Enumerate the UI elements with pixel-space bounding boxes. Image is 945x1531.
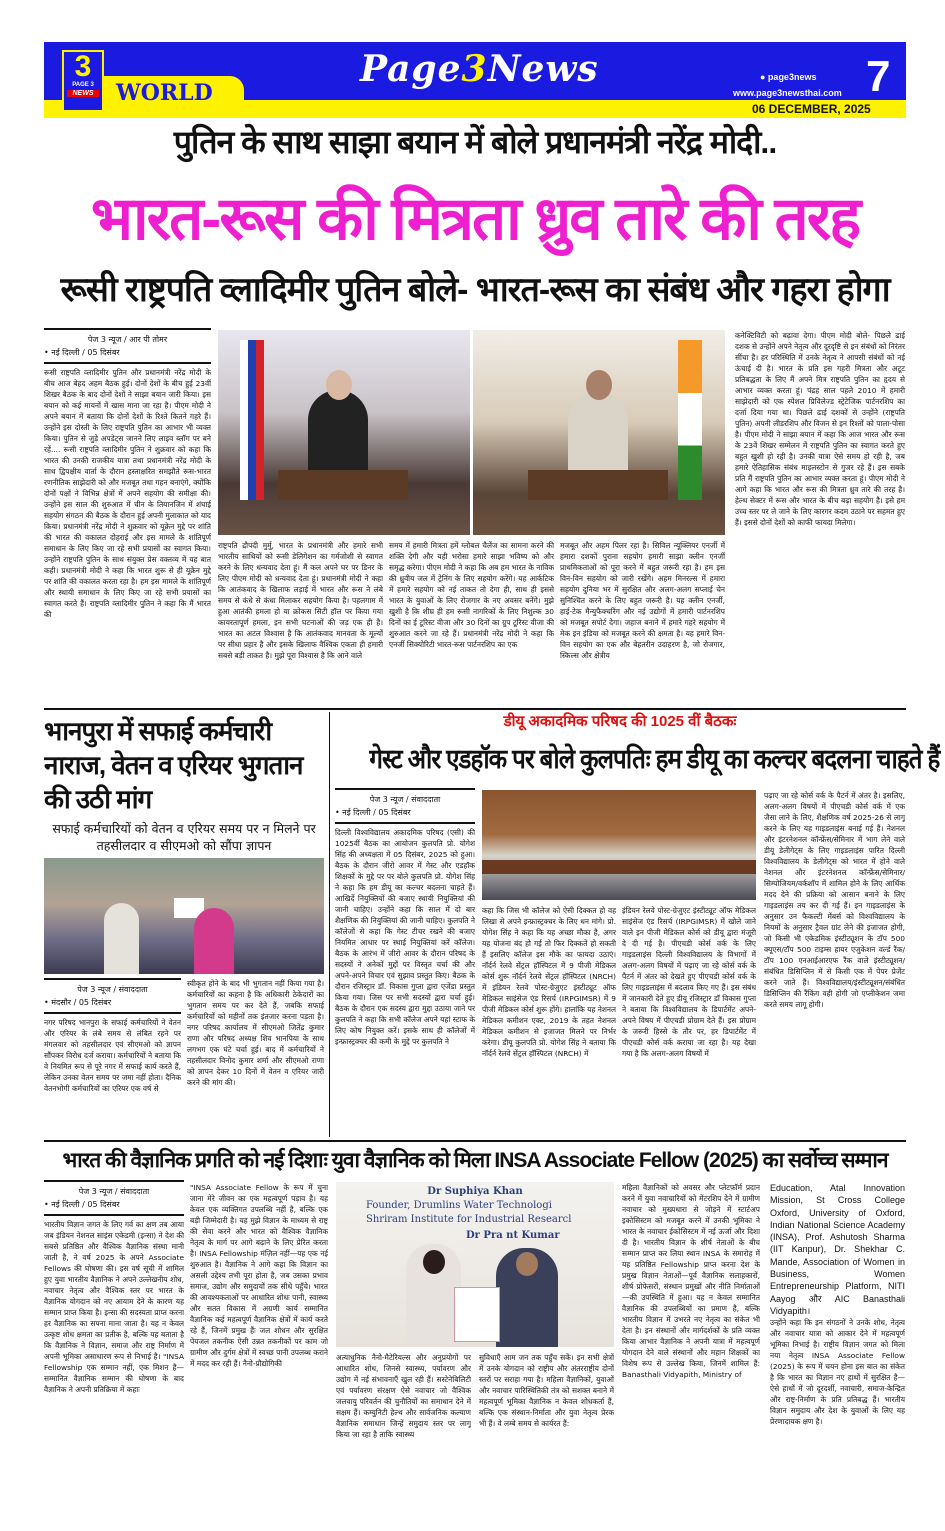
article-text: रूसी राष्ट्रपति व्लादिमीर पुतिन और प्रधानमंत्री नरेंद्र मोदी के बीच आज बेहद अहम बैठक हुई। दोनों देशों के बीच हुई 23वीं शिखर बैठक के बाद दोनों देशों ने साझा बयान जारी किया। इस बयान को कई मायनों में खास माना जा रहा है। पीएम मोदी ने अपने बयान में बताया कि दोनों देशों के रिश्ते कितने गहरे हैं। उन्होंने इस दोस्ती के लिए राष्ट्रपति पुतिन का आभार भी व्यक्त किया। पुतिन से जुड़े अपडेट्स जानने लिए लाइव ब्लॉग पर बने रहें.... रूसी राष्ट्रपति व्लादिमीर पुतिन ने शुक्रवार को कहा कि भारत की उनकी राजकीय यात्रा तथा प्रधानमंत्री नरेंद्र मोदी के साथ द्विपक्षीय वार्ता के दौरान हस्ताक्षरित समझौते रूस-भारत रणनीतिक साझेदारी को और मजबूत तथा गहन बनाएंगे, क्योंकि दोनों पक्षों ने विभिन्न क्षेत्रों में अपने सहयोग की समीक्षा की। उन्होंने इस साल की शुरुआत में चीन के तियानजिन में शंघाई सहयोग संगठन की बैठक के दौरान हुई अपनी मुलाकात को याद किया। प्रधानमंत्री नरेंद्र मोदी ने शुक्रवार को यूक्रेन मुद्दे पर शांति की भारत की वकालत दोहराई और इस मामले के शांतिपूर्ण समाधान के लिए किए जा रहे सभी प्रयासों का स्वागत किया। उन्होंने राष्ट्रपति पुतिन के साथ संयुक्त प्रेस वक्तव्य में यह बात कही। प्रधानमंत्री मोदी ने कहा कि भारत शुरू से ही यूक्रेन मुद्दे पर शांति की वकालत करता रहा है। हम इस मामले के शांतिपूर्ण और स्थायी समाधान के लिए किए जा रहे सभी प्रयासों का स्वागत करते हैं। राष्ट्रपति व्लादिमीर पुतिन ने कहा कि मैं भारत की: [44, 368, 211, 619]
lead-subhead-wrap: [44, 268, 906, 312]
bhanpura-byline-block: [44, 978, 181, 1137]
brand-part: Page: [360, 48, 462, 90]
logo: [62, 50, 104, 112]
du-kicker: डीयू अकादमिक परिषद की 1025 वीं बैठकः: [503, 713, 737, 730]
social-handle: ● page3news: [760, 72, 817, 82]
photo-putin: [218, 330, 470, 535]
byline: पेज 3 न्यूज / संवाददाता: [369, 795, 441, 804]
article-text: पढ़ाए जा रहे कोर्स वर्क के पैटर्न में अंतर है। इसलिए, अलग-अलग विषयों में पीएचडी कोर्स वर्क में एक जैसा लाने के लिए, शैक्षणिक वर्ष 2025-26 से लागू करने के लिए यह गाइडलाइंस बनाई गई हैं। नेशनल और इंटरनेशनल कॉन्फ्रेंस/सेमिनार में भाग लेने वाले डीयू डेलीगेट्स के लिए गाइडलाइंस पारित दिल्ली विश्वविद्यालय के डेलीगेट्स को भारत में होने वाले नेशनल और इंटरनेशनल कॉन्फ्रेंस/सेमिनार/सिम्पोजियम/वर्कशॉप में शामिल होने के लिए आर्थिक मदद देने की प्रक्रिया को आसान बनाने के लिए गाइडलाइंस तय कर दी गई हैं। इन गाइडलाइंस के अनुसार उन फैकल्टी मेंबर्स को विश्वविद्यालय के नियमों के अनुसार ट्रैवल ग्रांट लेने की इजाजत होगी, जो किसी भी एकेडमिक इंस्टीट्यूशन के टॉप 500 क्यूएस/टॉप 500 टाइम्स हायर एजुकेशन वर्ल्ड रैंक/टॉप 100 एनआईआरएफ रैंक वाले इंस्टीट्यूशन/संबंधित डिसिप्लिन में से किसी एक में पेपर प्रेजेंट करने जाते हैं। विश्वविद्यालय/इंस्टीट्यूशन/संबंधित डिसिप्लिन की रैंकिंग वही होगी जो एप्लीकेशन जमा करते समय लागू होगी।: [764, 791, 905, 1009]
section-tab: [104, 76, 244, 118]
article-text: कनेक्टिविटी को बढ़ावा देगा। पीएम मोदी बोले- पिछले ढाई दशक से उन्होंने अपने नेतृत्व और दूरदृष्टि से इन संबंधों को निरंतर सींचा है। हर परिस्थिति में उनके नेतृत्व ने आपसी संबंधों को नई ऊंचाई दी है। भारत के प्रति इस गहरी मित्रता और अटूट प्रतिबद्धता के लिए मैं अपने मित्र राष्ट्रपति पुतिन का हृदय से आभार व्यक्त करता हूं। पंद्रह साल पहले 2010 में हमारी साझेदारी को एक स्पेशल प्रिविलेज्ड स्ट्रेटेजिक पार्टनरशिप का दर्जा दिया गया था। पिछले ढाई दशकों से उन्होंने (राष्ट्रपति पुतिन) अपनी लीडरशिप और विजन से इन रिश्तों को पाला-पोसा है। पीएम मोदी ने साझा बयान में कहा कि आज भारत और रूस के 23वें शिखर सम्मेलन में राष्ट्रपति पुतिन का स्वागत करते हुए बहुत खुशी हो रही है। उनकी यात्रा ऐसे समय हो रही है, जब हमारे ऐतिहासिक संबंध माइलस्टोन से गुजर रहे हैं। इस सबके प्रति मैं राष्ट्रपति पुतिन का आभार व्यक्त करता हूं। पीएम मोदी ने आगे कहा कि भारत और रूस की मित्रता ध्रुव तारे की तरह है। हेल्थ सेक्टर में रूस और भारत के बीच बढ़ा सहयोग है। इसे हम उच्च स्तर पर ले जाने के लिए कारगर कदम उठाने पर सहमत हुए हैं। इससे दोनों देशों को काफी फायदा मिलेगा।: [735, 331, 905, 527]
banner-text: Shriram Institute for Industrial Researcl: [366, 1214, 572, 1225]
lead-subhead: रूसी राष्ट्रपति व्लादिमीर पुतिन बोले- भारत-रूस का संबंध और गहरा होगा: [60, 271, 890, 309]
dateline: • नई दिल्ली / 05 दिसंबर: [335, 808, 411, 817]
bhanpura-top: [44, 714, 324, 974]
article-text: भारतीय विज्ञान जगत के लिए गर्व का क्षण तब आया जब इंडियन नेशनल साइंस एकेडमी (इन्सा) ने देश की सबसे प्रतिष्ठित और वैश्विक वैज्ञानिक संस्था मानी जाती है, ने वर्ष 2025 के अपने Associate Fellows की घोषणा की। इस वर्ष सूची में शामिल हुए युवा भारतीय वैज्ञानिक ने अपने उल्लेखनीय शोध, नवाचार नेतृत्व और वैश्विक स्तर पर भारत के वैज्ञानिक योगदान को नए आयाम देने के कारण यह सम्मान प्राप्त किया है। इन्सा की सदस्यता प्राप्त करना हर वैज्ञानिक का सपना माना जाता है। यह न केवल उत्कृष्ट शोध क्षमता का प्रतीक है, बल्कि यह बताता है कि वैज्ञानिक ने विज्ञान, समाज और राष्ट्र निर्माण में अपनी भूमिका असाधारण रूप से निभाई है। "INSA Fellowship एक सम्मान नहीं, एक मिशन है—सम्मानित वैज्ञानिक सम्मान की घोषणा के बाद वैज्ञानिक ने अपनी प्रतिक्रिया में कहाः: [44, 1220, 184, 1394]
photo-sanitation-workers: [44, 858, 324, 974]
du-kicker-wrap: [335, 712, 905, 732]
du-byline-block: [335, 788, 475, 1137]
article-text: कहा कि जिस भी कॉलेज को ऐसी दिक्कत हो वह लिखा से अपने इन्फ्रास्ट्रक्चर के लिए धन मांगे। प्रो. योगेश सिंह ने कहा कि यह अच्छा मौका है, अगर यह योजना बंद हो गई तो फिर दिक्कतें हो सकती हैं इसलिए कॉलेज इस मौके का फायदा उठाएं। नॉर्दर्न रेलवे सेंट्रल हॉस्पिटल में 9 पीजी मेडिकल कोर्स शुरू नॉर्दर्न रेलवे सेंट्रल हॉस्पिटल (NRCH) में इंडियन रेलवे पोस्ट-ग्रेजुएट इंस्टीट्यूट ऑफ मेडिकल साइंसेज एंड रिसर्च (IRPGIMSR) में 9 पीजी मेडिकल कोर्स शुरू होंगे। हालांकि यह नेशनल मेडिकल कमीशन एक्ट, 2019 के तहत नेशनल मेडिकल कमीशन से इजाजत मिलने पर निर्भर करेगा। डीयू कुलपति प्रो. योगेश सिंह ने बताया कि नॉर्दर्न रेलवे सेंट्रल हॉस्पिटल (NRCH) में: [482, 906, 616, 1058]
lead-kicker: पुतिन के साथ साझा बयान में बोले प्रधानमंत्री नरेंद्र मोदी..: [173, 124, 777, 160]
lead-byline-block: [44, 328, 211, 707]
article-text: समय में हमारी मित्रता हमें ग्लोबल चैलेंज का सामना करने की शक्ति देगी और यही भरोसा हमारे साझा भविष्य को और समृद्ध करेगा। पीएम मोदी ने कहा कि अब हम भारत के नाविक की ध्रुवीय जल में ट्रेनिंग के लिए सहयोग करेंगे। यह आर्कटिक में हमारे सहयोग को नई ताकत तो देगा ही, साथ ही इससे भारत के युवाओं के लिए रोजगार के नए अवसर बनेंगे। मुझे खुशी है कि शीघ्र ही हम रूसी नागरिकों के लिए निशुल्क 30 दिनों का ई टूरिस्ट वीजा और 30 दिनों का ग्रुप टूरिस्ट वीजा की शुरुआत करने जा रहे हैं। प्रधानमंत्री नरेंद्र मोदी ने कहा कि एनर्जी सिक्योरिटी भारत-रूस पार्टनरशिप का एक: [389, 541, 554, 649]
section-label: WORLD: [116, 80, 213, 106]
brand-part: News: [487, 48, 599, 90]
insa-byline-block: [44, 1180, 184, 1519]
bhanpura-subhead: सफाई कर्मचारियों को वेतन व एरियर समय पर न मिलने पर तहसीलदार व सीएमओ को सौंपा ज्ञापन: [52, 821, 316, 853]
article-text: राष्ट्रपति द्रौपदी मुर्मु, भारत के प्रधानमंत्री और हमारे सभी भारतीय साथियों को रूसी डेलिगेशन का गर्मजोशी से स्वागत करने के लिए धन्यवाद देता हूं। मैं कल अपने घर पर डिनर के लिए पीएम मोदी को धन्यवाद देता हूं। प्रधानमंत्री मोदी ने कहा कि आतंकवाद के खिलाफ लड़ाई में भारत और रूस ने लंबे समय से कंधे से कंधा मिलाकर सहयोग किया है। पहलगाम में हुआ आतंकी हमला हो या क्रोकस सिटी हॉल पर किया गया कायरतापूर्ण हमला, इन सभी घटनाओं की जड़ एक ही है। भारत का अटल विश्वास है कि आतंकवाद मानवता के मूल्यों पर सीधा प्रहार है और इसके खिलाफ वैश्विक एकता ही हमारी सबसे बड़ी ताकत है। मुझे पूरा विश्वास है कि आने वाले: [218, 541, 383, 660]
lead-headline: भारत-रूस की मित्रता ध्रुव तारे की तरह: [90, 185, 860, 252]
du-headline-wrap: [335, 740, 940, 780]
article-text: उन्होंने कहा कि इन संगठनों ने उनके शोध, नेतृत्व और नवाचार यात्रा को आकार देने में महत्वपूर्ण भूमिका निभाई है। राष्ट्रीय विज्ञान जगत को मिला नया नेतृत्व INSA Associate Fellow (2025) के रूप में चयन होना इस बात का संकेत है कि भारत का विज्ञान नए हाथों में सुरक्षित है—ऐसे हाथों में जो दूरदर्शी, नवाचारी, समाज-केन्द्रित और राष्ट्र-निर्माण के प्रति प्रतिबद्ध हैं। भारतीय विज्ञान समुदाय और देश के युवाओं के लिए यह प्रेरणादायक क्षण है।: [770, 1318, 905, 1427]
photo-du-meeting: [482, 790, 756, 900]
byline: पेज 3 न्यूज / संवाददाता: [77, 985, 148, 994]
article-text: इंडियन रेलवे पोस्ट-ग्रेजुएट इंस्टीट्यूट ऑफ मेडिकल साइंसेज एंड रिसर्च (IRPGIMSR) में खोले जाने वाले इन पीजी मेडिकल कोर्स को डीयू द्वारा मंजूरी दे दी गई है। पीएचडी कोर्स वर्क के लिए गाइडलाइंस दिल्ली विश्वविद्यालय के विभागों में अलग-अलग विषयों में पढ़ाए जा रहे कोर्स वर्क के पैटर्न में अंतर को देखते हुए पीएचडी कोर्स वर्क के लिए गाइडलाइंस में बदलाव किए गए हैं। इस संबंध में जानकारी देते हुए डीयू रजिस्ट्रार डॉ विकास गुप्ता ने बताया कि विश्वविद्यालय के डिपार्टमेंट अपने-अपने विषय में पीएचडी प्रोग्राम देते हैं। इस प्रोग्राम के जरूरी हिस्से के तौर पर, हर डिपार्टमेंट में पीएचडी कोर्स वर्क कराया जा रहा है। यह देखा गया है कि अलग-अलग विषयों में: [622, 906, 756, 1058]
article-text: अत्याधुनिक नैनो-मैटेरियल्स और अनुप्रयोगों पर आधारित शोध, जिनसे स्वास्थ्य, पर्यावरण और उद्योग में नई संभावनाएँ खुल रही हैं। सस्टेनेबिलिटी एवं पर्यावरण संरक्षण ऐसे नवाचार जो वैश्विक जलवायु परिवर्तन की चुनौतियों का समाधान देने में सक्षम हैं। कम्युनिटी हेल्थ और सार्वजनिक कल्याण वैज्ञानिक समाधान जिन्हें समुदाय स्तर पर लागू किया जा रहा है ताकि स्वास्थ्य: [336, 1353, 471, 1439]
article-text: महिला वैज्ञानिकों को अवसर और प्लेटफ़ॉर्म प्रदान करने में युवा नवाचारियों को मेंटरशिप देने में ग्रामीण नवाचार को मुख्यधारा से जोड़ने में स्टार्टअप इकोसिस्टम को मजबूत करने में उनकी भूमिका ने भारत के नवाचार ईकोसिस्टम में नई ऊर्जा और दिशा दी है। भारतीय विज्ञान के शीर्ष नेताओं के बीच सम्मान प्राप्त कर लिया स्थान INSA के समारोह में यह प्रतिष्ठित Fellowship प्राप्त करना देश के प्रमुख विज्ञान नेताओं—पूर्व वैज्ञानिक सलाहकारों, शीर्ष प्रोफेसरों, संस्थान प्रमुखों और नीति निर्माताओं—की उपस्थिति में हुआ। यह न केवल सम्मानित वैज्ञानिक की उपलब्धियों का प्रमाण है, बल्कि भारतीय विज्ञान में उभरते नए नेतृत्व का संकेत भी देता है। इन संस्थानों और मार्गदर्शकों के प्रति व्यक्त किया आभार वैज्ञानिक ने अपनी यात्रा में महत्वपूर्ण योगदान देने वाले संस्थानों और महान शिक्षकों का विशेष रूप से उल्लेख किया, जिनमें शामिल हैं: Banasthali Vidyapith, Ministry of: [622, 1183, 760, 1379]
photo-insa-award: [336, 1182, 614, 1347]
article-text: दिल्ली विश्वविद्यालय अकादमिक परिषद (एसी) की 1025वीं बैठक का आयोजन कुलपति प्रो. योगेश सिंह की अध्यक्षता में 05 दिसंबर, 2025 को हुआ। बैठक के दौरान जीरो आवर में गेस्ट और एडहॉक शिक्षकों के मुद्दे पर पर बोले कुलपति प्रो. योगेश सिंह ने कहा कि हम डीयू का कल्चर बदलना चाहते हैं। आखिर्दे नियुक्तियों की बजाए स्थायी नियुक्तियां की जानी चाहिए। उन्होंने कहा कि साल में दो बार शैक्षणिक की नियुक्तियां की जानी चाहिए। कुलपति ने कॉलेजों से कहा कि गेस्ट टीचर रखने की बजाए नियमित आधार पर स्थाई नियुक्तियां करें कॉलेज। बैठक के आरंभ में जीरो आवर के दौरान परिषद के सदस्यों ने अनेकों मुद्दों पर विस्तृत चर्चा की और अपने-अपने विचार एवं सुझाव प्रस्तुत किए। बैठक के दौरान रजिस्ट्रार डॉ. विकास गुप्ता द्वारा एजेंडा प्रस्तुत किया गया। जिस पर सभी सदस्यों द्वारा चर्चा हुई। बैठक के दौरान एक सदस्य द्वारा मुद्दा उठाया जाने पर कुलपति ने कहा कि सभी कॉलेज अपने यहां स्टाफ के लिए कोष नियुक्त करें। इसके साथ ही कॉलेजों में इन्फ्रास्ट्रक्चर की कमी के मुद्दे पर कुलपति ने: [335, 828, 475, 1046]
dateline: • मंदसौर / 05 दिसंबर: [44, 998, 112, 1007]
banner-text: Dr Pra nt Kumar: [466, 1230, 560, 1241]
banner-text: Founder, Drumlins Water Technologi: [366, 1200, 552, 1211]
logo-number: 3: [74, 50, 92, 83]
insa-headline-wrap: [44, 1146, 906, 1176]
brand-name: [360, 48, 599, 90]
article-text: सुविधाएँ आम जन तक पहुँच सकें। इन सभी क्षेत्रों में उनके योगदान को राष्ट्रीय और अंतरराष्ट्रीय दोनों स्तरों पर सराहा गया है। महिला वैज्ञानिकों, युवाओं और नवाचार पारिस्थितिकी तंत्र को सशक्त बनाने में महत्वपूर्ण भूमिका वैज्ञानिक न केवल शोधकर्ता हैं, बल्कि एक संस्थान-निर्माता और युवा नेतृत्व प्रेरक भी हैं। वे लम्बे समय से कार्यरत हैं:: [479, 1353, 614, 1428]
article-text: मजबूत और अहम पिलर रहा है। सिविल न्यूक्लियर एनर्जी में हमारा दशकों पुराना सहयोग हमारी साझा क्लीन एनर्जी प्राथमिकताओं को पूरा करने में बहुत जरूरी रहा है। हम इस विन-विन सहयोग को जारी रखेंगे। अहम मिनरल्स में हमारा सहयोग दुनिया भर में सुरक्षित और अलग-अलग सप्लाई चेन सुनिश्चित करने के लिए बहुत जरूरी है। यह क्लीन एनर्जी, हाई-टेक मैन्युफैक्चरिंग और नई उद्योगों में हमारी पार्टनरशिप को मजबूत सपोर्ट देगा। जहाज बनाने में हमारे गहरे सहयोग में मेक इन इंडिया को मजबूत करने की क्षमता है। यह हमारे विन-विन सहयोग का एक और बेहतरीन उदाहरण है, जो रोजगार, स्किल्स और क्षेत्रीय: [560, 541, 725, 660]
logo-text: PAGE 3: [72, 82, 94, 88]
logo-news: NEWS: [67, 90, 99, 97]
banner-text: Dr Suphiya Khan: [427, 1186, 523, 1197]
insa-headline: भारत की वैज्ञानिक प्रगति को नई दिशाः युवा वैज्ञानिक को मिला INSA Associate Fellow (2025) का सर्वोच्च सम्मान: [62, 1149, 888, 1172]
divider: [329, 712, 330, 1137]
lead-headline-wrap: [44, 180, 906, 258]
du-headline: गेस्ट और एडहॉक पर बोले कुलपतिः हम डीयू का कल्चर बदलना चाहते हैं: [369, 744, 940, 774]
divider: [44, 708, 906, 710]
issue-date: 06 DECEMBER, 2025: [752, 102, 871, 116]
page-number: 7: [866, 52, 891, 101]
byline: पेज 3 न्यूज / आर पी तोमर: [87, 335, 168, 344]
dateline: • नई दिल्ली / 05 दिसंबर: [44, 348, 120, 357]
photo-modi: [473, 330, 725, 535]
dateline: • नई दिल्ली / 05 दिसंबर: [44, 1200, 120, 1209]
insa-col6: [770, 1182, 905, 1517]
bhanpura-headline: भानपुरा में सफाई कर्मचारी नाराज, वेतन व एरियर भुगतान की उठी मांग: [44, 716, 303, 814]
lead-kicker-wrap: [44, 122, 906, 162]
article-text-english: Education, Atal Innovation Mission, St Cross College Oxford, University of Oxford, Indian National Science Academy (INSA), Prof. Ashutosh Sharma (IIT Kanpur), Dr. Shekhar C. Mande, Association of Women in Business, Women Entrepreneurship Platform, NITI Aayog और AIC Banasthali Vidyapith।: [770, 1183, 905, 1316]
article-text: स्वीकृत होने के बाद भी भुगतान नहीं किया गया है। कर्मचारियों का कहना है कि अधिकारी ठेकेदारों का भुगतान समय पर कर देते हैं, जबकि सफाई कर्मचारियों को महीनों तक इंतजार करना पड़ता है। नगर परिषद कार्यालय में सीएमओ जितेंद्र कुमार राणा और परिषद अध्यक्ष शिव भानपिया के साथ लगभग एक घंटे चर्चा हुई। बाद में कर्मचारियों ने तहसीलदार विनोद कुमार शर्मा और सीएमओ राणा को ज्ञापन देकर 10 दिनों में वेतन व एरियर जारी करने की मांग की।: [187, 979, 324, 1087]
divider: [44, 1140, 906, 1142]
byline: पेज 3 न्यूज / संवाददाता: [78, 1187, 150, 1196]
article-text: "INSA Associate Fellow के रूप में चुना जाना मेरे जीवन का एक महत्वपूर्ण पड़ाव है। यह केवल एक व्यक्तिगत उपलब्धि नहीं है, बल्कि एक बड़ी जिम्मेदारी है। यह मुझे विज्ञान के माध्यम से राष्ट्र की सेवा करने और भारत को वैश्विक वैज्ञानिक नेतृत्व के मार्ग पर आगे बढ़ाने के लिए प्रेरित करता है। INSA Fellowship मंज़िल नहीं—यह एक नई शुरुआत है। वैज्ञानिक ने आगे कहा कि विज्ञान का असली उद्देश्य तभी पूरा होता है, जब उसका प्रभाव समाज, उद्योग और समुदायों तक सीधे पहुँचे। भारत की आवश्यकताओं पर आधारित शोधः पानी, स्वास्थ्य और सतत विकास में अग्रणी कार्य सम्मानित वैज्ञानिक कई महत्वपूर्ण वैज्ञानिक क्षेत्रों में कार्य करते रहे हैं, जिनमें प्रमुख हैंः जल शोधन और सुरक्षित पेयजल तकनीक ऐसी उन्नत तकनीकों पर काम जो ग्रामीण और दुर्गम क्षेत्रों में स्वच्छ पानी उपलब्ध कराने में मदद कर रही हैं। नैनो-प्रौद्योगिकी: [190, 1183, 328, 1368]
website: www.page3newsthai.com: [733, 88, 842, 98]
article-text: नगर परिषद भानपुरा के सफाई कर्मचारियों ने वेतन और एरियर के लंबे समय से लंबित रहने पर मंगलवार को तहसीलदार एवं सीएमओ को ज्ञापन सौंपकर विरोध दर्ज कराया। कर्मचारियों ने बताया कि वे नियमित रूप से पूरे नगर में सफाई कार्य करते हैं, लेकिन उनका वेतन समय पर जमा नहीं होता। दैनिक वेतनभोगी कर्मचारियों का एरियर एक वर्ष से: [44, 1018, 181, 1093]
brand-part: 3: [461, 48, 488, 90]
